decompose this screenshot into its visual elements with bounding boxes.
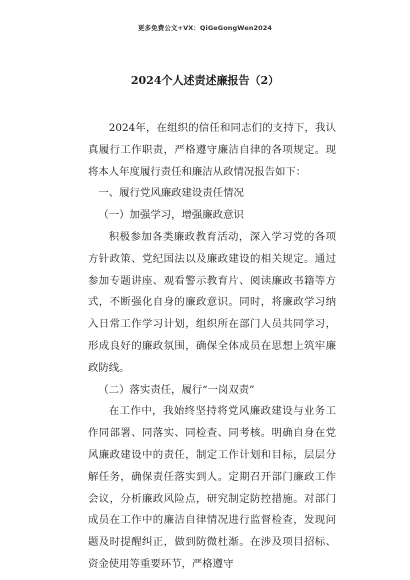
header-note: 更多免费公文+VX：QiGeGongWen2024 (137, 24, 273, 32)
section-heading: 一、履行党风廉政建设责任情况 (98, 187, 244, 200)
subsection-heading: （一）加强学习，增强廉政意识 (98, 209, 244, 222)
intro-paragraph: 2024年，在组织的信任和同志们的支持下，我认真履行工作职责，严格遵守廉洁自律的各项规定。现将本人年度履行责任和廉洁从政情况报告如下： (88, 122, 336, 178)
document-title: 2024个人述责述廉报告（2） (130, 74, 280, 87)
subsection-heading: （二）落实责任，履行“一岗双责” (98, 383, 255, 396)
document-body (88, 118, 336, 576)
body-paragraph: 在工作中，我始终坚持将党风廉政建设与业务工作同部署、同落实、同检查、同考核。明确自身在党风廉政建设中的责任，制定工作计划和目标，层层分解任务，确保责任落实到人。定期召开部门廉政工作会议，分析廉政风险点，研究制定防控措施。对部门成员在工作中的廉洁自律情况进行监督检查，发现问题及时提醒纠正，做到防微杜渐。在涉及项目招标、资金使用等重要环节，严格遵守 (88, 405, 336, 570)
body-paragraph: 积极参加各类廉政教育活动，深入学习党的各项方针政策、党纪国法以及廉政建设的相关规定。通过参加专题讲座、观看警示教育片、阅读廉政书籍等方式，不断强化自身的廉政意识。同时，将廉政学习纳入日常工作学习计划，组织所在部门人员共同学习，形成良好的廉政氛围，确保全体成员在思想上筑牢廉政防线。 (88, 230, 336, 374)
